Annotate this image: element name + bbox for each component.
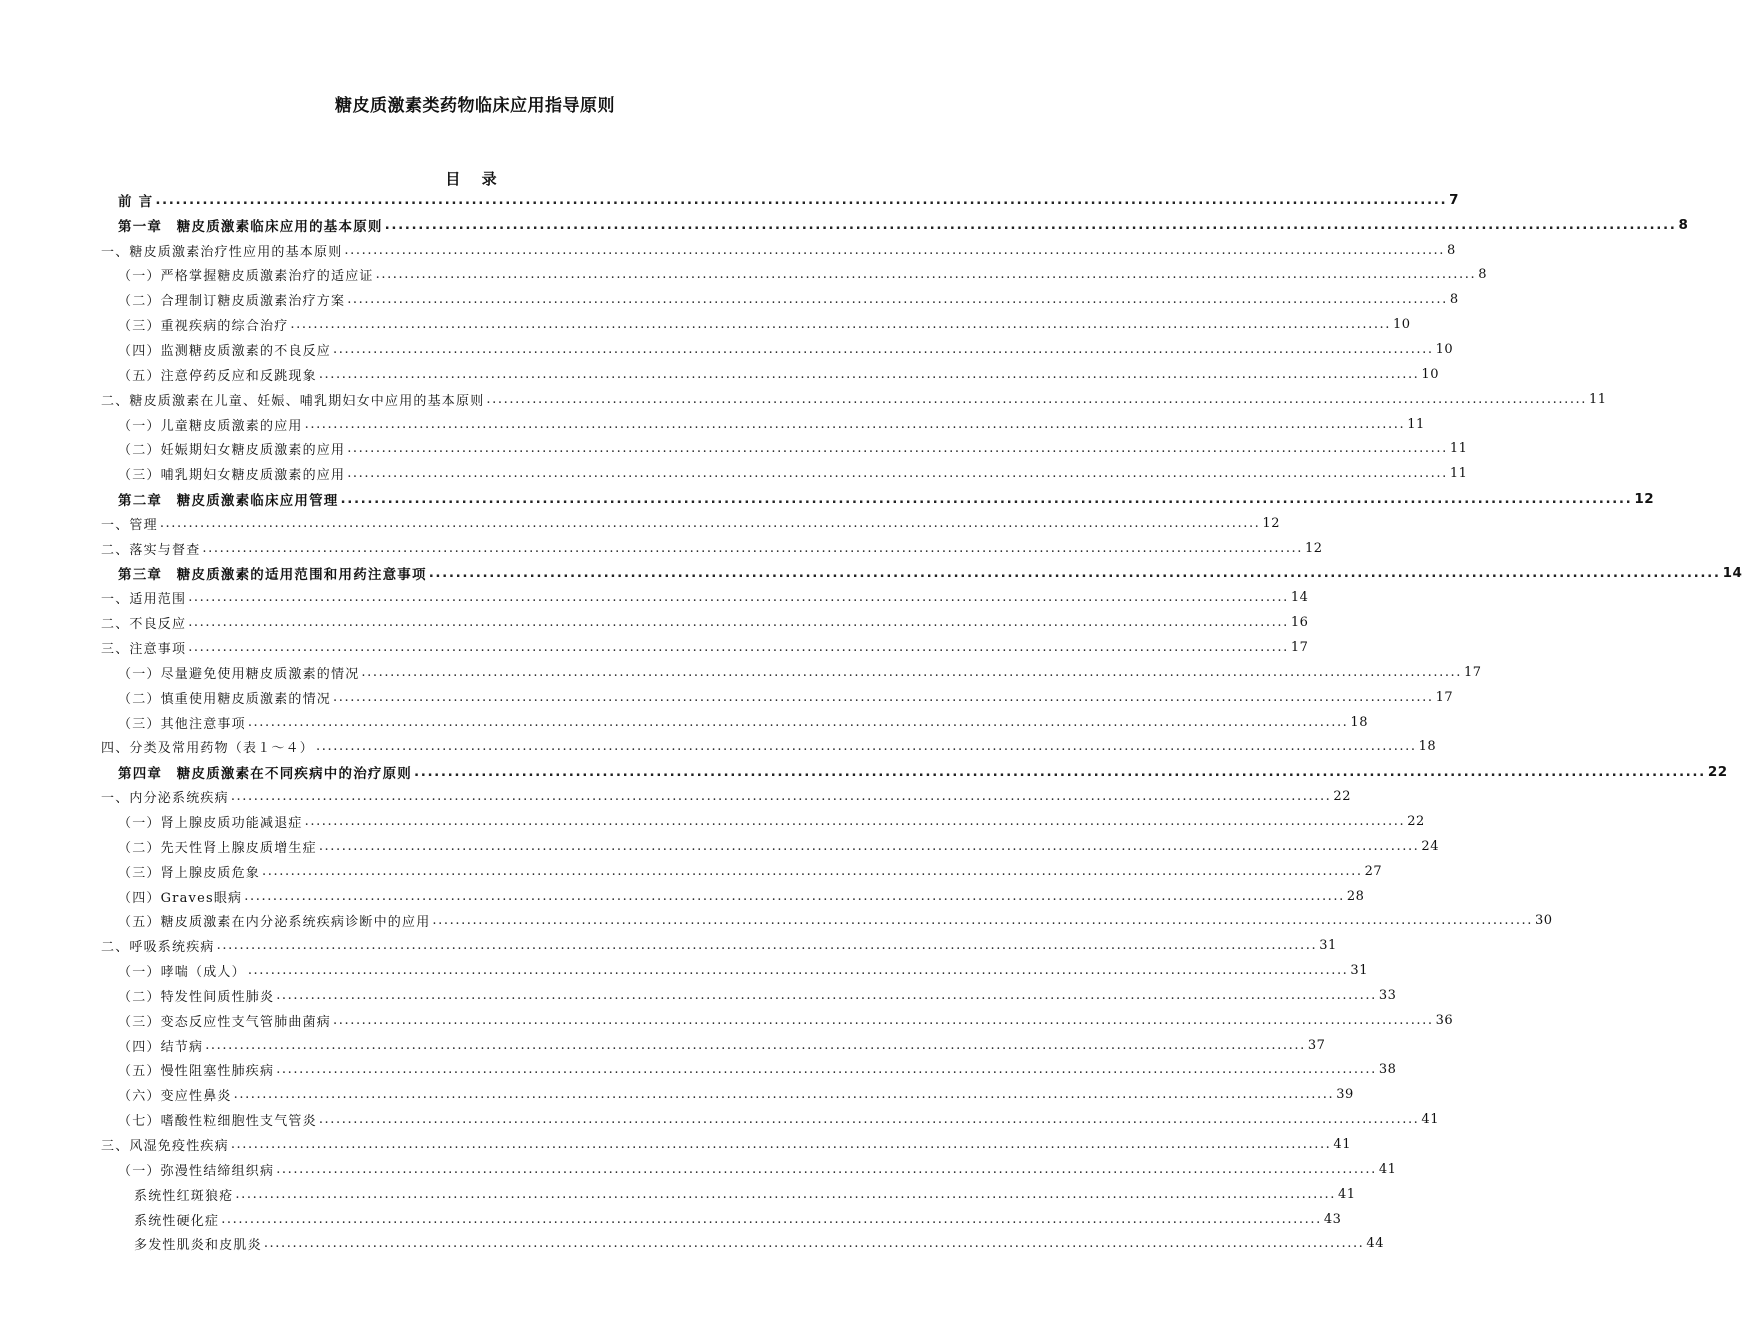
toc-entry[interactable]	[0, 511, 1280, 536]
toc-entry[interactable]	[0, 1008, 1454, 1033]
toc-dot-leader	[229, 1137, 1334, 1152]
toc-entry[interactable]	[0, 1058, 1397, 1083]
toc-entry-label: （五）慢性阻塞性肺疾病	[118, 1064, 275, 1080]
toc-entry[interactable]	[0, 884, 1365, 909]
toc-dot-leader	[186, 640, 1291, 655]
toc-dot-leader	[215, 938, 1320, 953]
toc-entry[interactable]	[0, 238, 1456, 263]
toc-entry[interactable]	[0, 436, 1468, 461]
toc-page-number: 11	[1407, 416, 1425, 432]
toc-entry[interactable]	[0, 735, 1437, 760]
toc-page-number: 22	[1333, 789, 1351, 805]
toc-page-number: 17	[1464, 664, 1482, 680]
toc-page-number: 14	[1290, 590, 1309, 606]
toc-dot-leader	[359, 665, 1464, 680]
toc-dot-leader	[345, 441, 1450, 456]
toc-page-number: 8	[1478, 267, 1487, 283]
toc-page-number: 44	[1366, 1236, 1384, 1252]
toc-page-number: 10	[1435, 341, 1454, 357]
toc-entry-label: 二、不良反应	[101, 617, 187, 633]
toc-entry[interactable]	[0, 287, 1459, 312]
toc-page-number: 33	[1378, 987, 1397, 1003]
toc-dot-leader	[412, 764, 1708, 780]
toc-page-number: 14	[1722, 565, 1742, 582]
toc-entry[interactable]	[0, 1107, 1439, 1132]
toc-dot-leader	[262, 1236, 1367, 1251]
toc-entry[interactable]	[0, 412, 1425, 437]
document-title: 糖皮质激素类药物临床应用指导原则	[335, 96, 615, 116]
toc-dot-leader	[186, 590, 1291, 605]
toc-entry-label: 系统性硬化症	[134, 1213, 220, 1229]
toc-page-number: 30	[1535, 913, 1553, 929]
toc-entry-label: 第三章 糖皮质激素的适用范围和用药注意事项	[118, 567, 427, 584]
toc-entry-label: （一）哮喘（成人）	[118, 965, 246, 981]
toc-entry-label: （一）尽量避免使用糖皮质激素的情况	[118, 666, 360, 682]
toc-page-number: 41	[1421, 1112, 1439, 1128]
toc-entry-label: （六）变应性鼻炎	[118, 1089, 232, 1105]
toc-dot-leader	[331, 1013, 1436, 1028]
toc-entry[interactable]	[0, 809, 1425, 834]
toc-dot-leader	[484, 392, 1589, 407]
toc-page-number: 17	[1290, 640, 1309, 656]
toc-dot-leader	[158, 516, 1263, 531]
toc-page-number: 16	[1290, 615, 1309, 631]
toc-entry-label: （五）糖皮质激素在内分泌系统疾病诊断中的应用	[118, 915, 431, 931]
toc-entry[interactable]	[0, 660, 1482, 685]
toc-dot-leader	[317, 1112, 1422, 1127]
toc-entry[interactable]	[0, 958, 1368, 983]
toc-entry-label: （二）妊娠期妇女糖皮质激素的应用	[118, 443, 346, 459]
toc-page-number: 28	[1346, 888, 1365, 904]
toc-dot-leader	[203, 1038, 1308, 1053]
toc-entry-label: （四）监测糖皮质激素的不良反应	[118, 343, 332, 359]
toc-chapter-entry[interactable]	[0, 188, 1460, 213]
toc-entry-label: （二）先天性肾上腺皮质增生症	[118, 840, 317, 856]
toc-heading: 目 录	[445, 170, 505, 188]
toc-dot-leader	[383, 217, 1679, 233]
toc-entry-label: 一、管理	[101, 517, 158, 533]
toc-dot-leader	[186, 615, 1291, 630]
toc-entry[interactable]	[0, 586, 1309, 611]
toc-dot-leader	[200, 541, 1305, 556]
toc-page-number: 12	[1305, 540, 1323, 556]
toc-page-number: 41	[1333, 1136, 1351, 1152]
toc-page-number: 8	[1449, 292, 1459, 308]
toc-page-number: 39	[1336, 1087, 1354, 1103]
toc-entry[interactable]	[0, 263, 1487, 288]
toc-entry-label: （一）严格掌握糖皮质激素治疗的适应证	[118, 269, 374, 285]
toc-entry-label: （三）哺乳期妇女糖皮质激素的应用	[118, 468, 346, 484]
toc-page-number: 11	[1449, 441, 1468, 457]
toc-dot-leader	[229, 789, 1334, 804]
toc-page-number: 12	[1262, 515, 1280, 531]
toc-dot-leader	[219, 1212, 1324, 1227]
toc-page-number: 41	[1338, 1186, 1356, 1202]
toc-dot-leader	[242, 889, 1347, 904]
toc-dot-leader	[331, 690, 1436, 705]
toc-entry[interactable]	[0, 1132, 1351, 1157]
toc-entry-label: （四）结节病	[118, 1039, 204, 1055]
toc-page-number: 22	[1407, 814, 1425, 830]
toc-dot-leader	[374, 267, 1479, 282]
toc-dot-leader	[342, 243, 1447, 258]
toc-entry-label: （四）Graves眼病	[118, 890, 243, 906]
toc-page-number: 18	[1350, 714, 1368, 730]
toc-entry-label: 前 言	[118, 194, 154, 211]
toc-page-number: 31	[1350, 963, 1368, 979]
table-of-contents	[0, 188, 1742, 1256]
toc-page-number: 8	[1447, 242, 1456, 258]
toc-entry-label: （三）肾上腺皮质危象	[118, 865, 261, 881]
toc-dot-leader	[246, 715, 1351, 730]
toc-entry-label: （三）变态反应性支气管肺曲菌病	[118, 1014, 332, 1030]
toc-page-number: 43	[1323, 1211, 1342, 1227]
toc-entry-label: 系统性红斑狼疮	[134, 1188, 234, 1204]
toc-entry-label: 三、风湿免疫性疾病	[101, 1138, 229, 1154]
toc-entry-label: （三）重视疾病的综合治疗	[118, 319, 289, 335]
toc-entry[interactable]	[0, 337, 1454, 362]
toc-dot-leader	[260, 864, 1365, 879]
toc-entry[interactable]	[0, 859, 1383, 884]
toc-entry-label: （一）儿童糖皮质激素的应用	[118, 418, 303, 434]
toc-entry[interactable]	[0, 1231, 1384, 1256]
toc-dot-leader	[317, 839, 1422, 854]
toc-chapter-entry[interactable]	[0, 561, 1742, 586]
toc-dot-leader	[427, 565, 1723, 581]
toc-entry-label: 第一章 糖皮质激素临床应用的基本原则	[118, 219, 383, 236]
toc-entry-label: （二）特发性间质性肺炎	[118, 989, 275, 1005]
toc-dot-leader	[274, 1062, 1379, 1077]
toc-entry[interactable]	[0, 710, 1368, 735]
toc-page-number: 31	[1319, 938, 1337, 954]
toc-dot-leader	[314, 739, 1419, 754]
toc-entry[interactable]	[0, 610, 1309, 635]
toc-entry-label: 一、糖皮质激素治疗性应用的基本原则	[101, 244, 343, 260]
toc-entry[interactable]	[0, 983, 1397, 1008]
toc-dot-leader	[303, 814, 1408, 829]
toc-dot-leader	[430, 913, 1535, 928]
toc-entry-label: （七）嗜酸性粒细胞性支气管炎	[118, 1114, 317, 1130]
toc-entry-label: 三、注意事项	[101, 642, 187, 658]
toc-page-number: 38	[1378, 1062, 1397, 1078]
toc-dot-leader	[246, 963, 1351, 978]
toc-entry-label: （三）其他注意事项	[118, 716, 246, 732]
toc-page-number: 37	[1307, 1037, 1326, 1053]
toc-entry-label: 一、内分泌系统疾病	[101, 791, 229, 807]
toc-entry[interactable]	[0, 536, 1323, 561]
toc-dot-leader	[317, 367, 1422, 382]
toc-page-number: 11	[1589, 391, 1607, 407]
toc-entry[interactable]	[0, 1033, 1326, 1058]
toc-entry-label: 一、适用范围	[101, 592, 187, 608]
toc-chapter-entry[interactable]	[0, 759, 1728, 784]
toc-page-number: 10	[1393, 317, 1411, 333]
toc-entry-label: 二、呼吸系统疾病	[101, 940, 215, 956]
toc-dot-leader	[339, 491, 1635, 507]
toc-dot-leader	[345, 466, 1450, 481]
toc-page-number: 8	[1678, 217, 1689, 234]
toc-dot-leader	[233, 1187, 1338, 1202]
toc-entry-label: 四、分类及常用药物（表１～４）	[101, 741, 315, 757]
toc-entry-label: 第四章 糖皮质激素在不同疾病中的治疗原则	[118, 765, 412, 782]
toc-entry-label: 第二章 糖皮质激素临床应用管理	[118, 492, 339, 509]
toc-entry-label: （五）注意停药反应和反跳现象	[118, 368, 317, 384]
toc-entry-label: （一）弥漫性结缔组织病	[118, 1163, 275, 1179]
toc-entry[interactable]	[0, 933, 1337, 958]
toc-entry[interactable]	[0, 362, 1439, 387]
toc-entry-label: 多发性肌炎和皮肌炎	[134, 1238, 262, 1254]
toc-entry[interactable]	[0, 908, 1553, 933]
toc-entry[interactable]	[0, 1082, 1354, 1107]
toc-entry-label: （一）肾上腺皮质功能减退症	[118, 816, 303, 832]
toc-entry[interactable]	[0, 1207, 1342, 1232]
toc-entry[interactable]	[0, 685, 1454, 710]
toc-dot-leader	[288, 317, 1393, 332]
toc-page-number: 10	[1421, 366, 1439, 382]
toc-page-number: 18	[1418, 739, 1437, 755]
toc-entry-label: （二）合理制订糖皮质激素治疗方案	[118, 294, 346, 310]
toc-entry[interactable]	[0, 1182, 1356, 1207]
toc-dot-leader	[274, 1162, 1379, 1177]
toc-entry-label: 二、落实与督查	[101, 542, 201, 558]
toc-chapter-entry[interactable]	[0, 213, 1689, 238]
toc-dot-leader	[303, 417, 1408, 432]
toc-entry[interactable]	[0, 387, 1607, 412]
toc-dot-leader	[153, 192, 1449, 208]
toc-entry[interactable]	[0, 1157, 1397, 1182]
toc-entry-label: 二、糖皮质激素在儿童、妊娠、哺乳期妇女中应用的基本原则	[101, 393, 485, 409]
toc-chapter-entry[interactable]	[0, 486, 1655, 511]
toc-dot-leader	[232, 1087, 1337, 1102]
toc-page-number: 11	[1449, 466, 1468, 482]
toc-entry[interactable]	[0, 461, 1468, 486]
toc-page-number: 36	[1435, 1012, 1454, 1028]
toc-entry[interactable]	[0, 834, 1439, 859]
toc-entry[interactable]	[0, 784, 1351, 809]
toc-page-number: 24	[1421, 838, 1439, 854]
toc-page-number: 41	[1378, 1161, 1397, 1177]
toc-page-number: 7	[1449, 192, 1460, 209]
toc-entry-label: （二）慎重使用糖皮质激素的情况	[118, 691, 332, 707]
toc-entry[interactable]	[0, 635, 1309, 660]
toc-dot-leader	[345, 292, 1450, 307]
toc-page-number: 22	[1707, 763, 1728, 780]
toc-page-number: 12	[1634, 490, 1655, 507]
toc-dot-leader	[331, 342, 1436, 357]
toc-page-number: 17	[1435, 689, 1454, 705]
toc-dot-leader	[274, 988, 1379, 1003]
toc-page-number: 27	[1364, 863, 1383, 879]
toc-entry[interactable]	[0, 312, 1411, 337]
